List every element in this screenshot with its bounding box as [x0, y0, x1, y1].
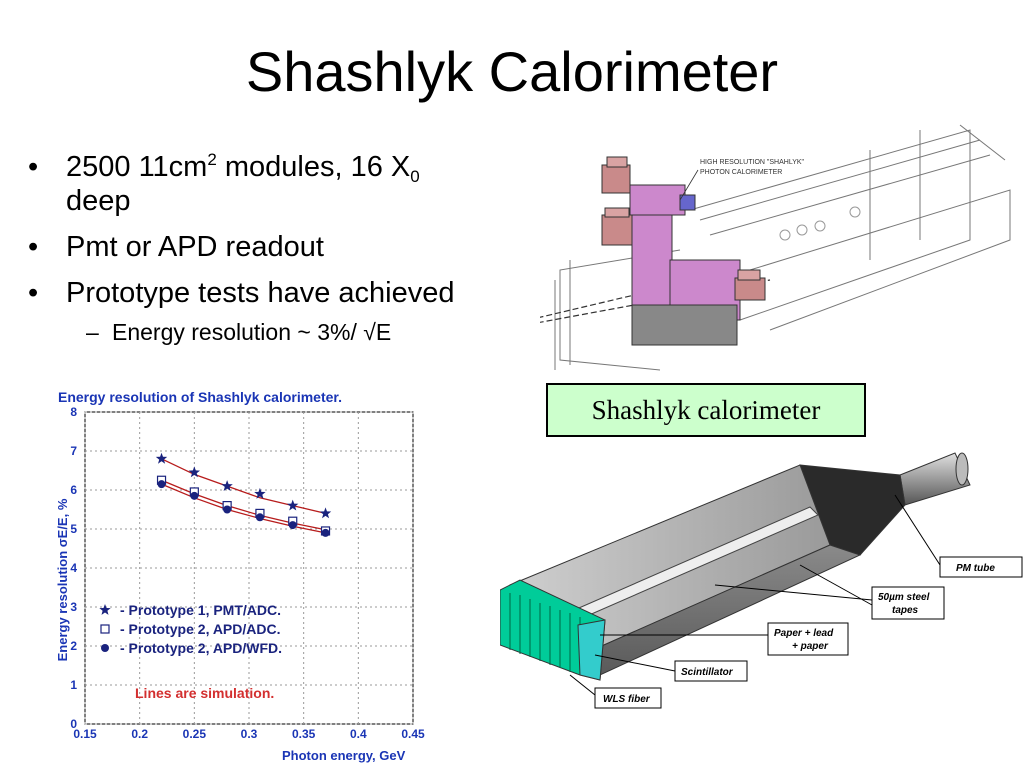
sub-bullet-text: Energy resolution ~ 3%/ √E: [112, 319, 392, 345]
y-tick-label: 4: [70, 561, 77, 575]
y-tick-label: 6: [70, 483, 77, 497]
steel-tapes-label-1: 50µm steel: [878, 592, 930, 603]
bullet-modules-post: deep: [66, 185, 131, 217]
legend-label: - Prototype 2, APD/WFD.: [120, 640, 283, 656]
bullet-glyph: •: [28, 231, 39, 263]
x-tick-label: 0.4: [349, 727, 367, 741]
x-axis-label: Photon energy, GeV: [282, 748, 406, 763]
bullet-modules-sup: 2: [207, 150, 217, 169]
y-tick-label: 7: [70, 444, 77, 458]
legend-marker-square: [101, 625, 109, 633]
bullet-readout: [28, 230, 528, 264]
data-point-circle: [256, 513, 264, 521]
legend: [99, 602, 282, 656]
shashlyk-label-box: Shashlyk calorimeter: [546, 383, 866, 437]
y-tick-label: 1: [70, 678, 77, 692]
wls-fiber-label: WLS fiber: [603, 694, 650, 705]
bullet-modules-text: [66, 151, 420, 217]
module-cutaway-diagram: [500, 445, 1024, 715]
x-tick-label: 0.2: [131, 727, 149, 741]
bullet-readout-text: Pmt or APD readout: [66, 231, 324, 263]
bullet-modules: [28, 150, 528, 218]
y-tick-label: 2: [70, 639, 77, 653]
bullet-glyph: •: [28, 277, 39, 309]
data-point-circle: [223, 506, 231, 514]
sub-bullet-resolution: [28, 318, 528, 346]
bullet-prototype-text: Prototype tests have achieved: [66, 277, 455, 309]
calorimeter-structure: [602, 157, 765, 345]
energy-resolution-chart: [30, 380, 450, 768]
bullet-modules-sub: 0: [410, 167, 420, 186]
slide-title: Shashlyk Calorimeter: [245, 40, 779, 103]
y-tick-label: 3: [70, 600, 77, 614]
steel-tapes-label-2: tapes: [892, 605, 919, 616]
y-tick-label: 8: [70, 405, 77, 419]
legend-marker-circle: [101, 644, 109, 652]
x-tick-label: 0.25: [182, 727, 207, 741]
detector-caption-line1: HIGH RESOLUTION "SHAHLYK": [700, 159, 805, 166]
y-tick-label: 5: [70, 522, 77, 536]
x-tick-label: 0.45: [401, 727, 425, 741]
x-tick-label: 0.35: [291, 727, 316, 741]
legend-label: - Prototype 2, APD/ADC.: [120, 621, 281, 637]
y-tick-label: 0: [70, 717, 77, 731]
detector-caption-line2: PHOTON CALORIMETER: [700, 169, 783, 176]
bullet-prototype: [28, 276, 528, 310]
paper-lead-label-1: Paper + lead: [774, 628, 834, 639]
bullet-modules-mid: modules, 16 X: [216, 151, 411, 183]
bullet-list: [28, 150, 528, 346]
scintillator-label: Scintillator: [681, 667, 733, 678]
simulation-note: Lines are simulation.: [135, 685, 275, 701]
pm-tube-end: [956, 453, 968, 485]
paper-lead-label-2: + paper: [792, 641, 828, 652]
scintillator-layer: [578, 620, 605, 680]
bullet-glyph: •: [28, 151, 39, 183]
x-tick-label: 0.3: [240, 727, 258, 741]
chart-title: Energy resolution of Shashlyk calorimeter.: [58, 389, 342, 405]
pm-tube-label: PM tube: [956, 563, 995, 574]
data-point-circle: [322, 529, 330, 537]
bullet-modules-pre: 2500 11cm: [66, 151, 208, 183]
dash-glyph: –: [86, 319, 99, 345]
x-tick-label: 0.15: [73, 727, 97, 741]
y-axis-label: Energy resolution σE/E, %: [55, 498, 70, 662]
data-point-circle: [190, 492, 198, 500]
data-point-circle: [289, 521, 297, 529]
data-point-circle: [158, 480, 166, 488]
detector-layout-diagram: [540, 120, 1024, 385]
legend-label: - Prototype 1, PMT/ADC.: [120, 602, 282, 618]
